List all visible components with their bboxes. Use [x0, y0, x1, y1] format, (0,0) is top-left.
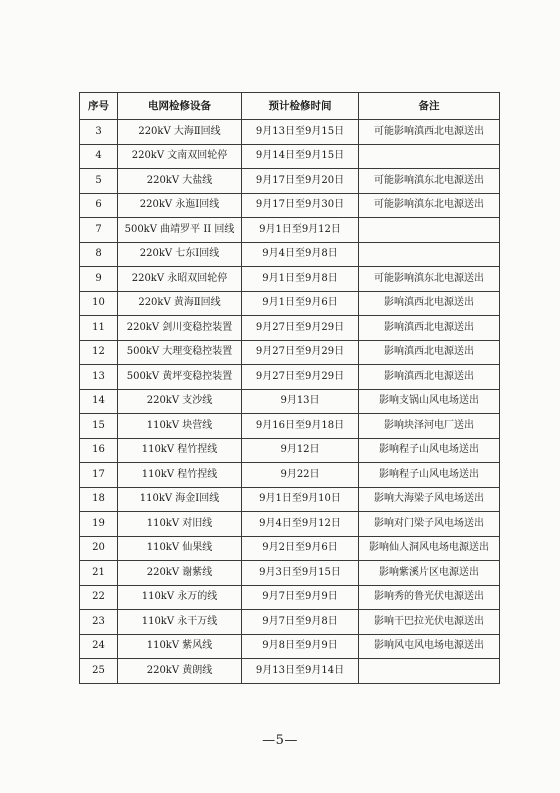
cell-remarks: 影响滇西北电源送出 [359, 340, 500, 365]
cell-planned-time: 9月7日至9月8日 [242, 610, 359, 635]
table-row [80, 389, 500, 414]
cell-remarks: 影响秀的鲁光伏电源送出 [359, 585, 500, 610]
cell-remarks: 影响紫溪片区电源送出 [359, 561, 500, 586]
cell-planned-time: 9月4日至9月8日 [242, 242, 359, 267]
cell-remarks: 可能影响滇东北电源送出 [359, 267, 500, 292]
cell-remarks: 影响对门梁子风电场送出 [359, 512, 500, 537]
cell-equipment: 220kV 永昭双回轮停 [118, 267, 242, 292]
cell-serial-number: 6 [80, 193, 118, 218]
cell-planned-time: 9月14日至9月15日 [242, 144, 359, 169]
cell-remarks: 影响大海梁子风电场送出 [359, 487, 500, 512]
table-row [80, 218, 500, 243]
cell-remarks: 影响支锅山风电场送出 [359, 389, 500, 414]
table-row [80, 512, 500, 537]
table-body [80, 120, 500, 684]
table-row [80, 659, 500, 684]
cell-planned-time: 9月4日至9月12日 [242, 512, 359, 537]
cell-planned-time: 9月1日至9月8日 [242, 267, 359, 292]
cell-serial-number: 18 [80, 487, 118, 512]
cell-equipment: 220kV 永迤Ⅰ回线 [118, 193, 242, 218]
header-serial-number: 序号 [80, 93, 118, 120]
table-row [80, 291, 500, 316]
cell-planned-time: 9月27日至9月29日 [242, 365, 359, 390]
cell-equipment: 110kV 永万的线 [118, 585, 242, 610]
cell-equipment: 220kV 文南双回轮停 [118, 144, 242, 169]
cell-equipment: 220kV 黄海Ⅱ回线 [118, 291, 242, 316]
cell-remarks: 影响程子山风电场送出 [359, 463, 500, 488]
table-row [80, 610, 500, 635]
cell-equipment: 110kV 永干万线 [118, 610, 242, 635]
cell-remarks: 影响滇西北电源送出 [359, 316, 500, 341]
cell-planned-time: 9月8日至9月9日 [242, 634, 359, 659]
cell-equipment: 220kV 支沙线 [118, 389, 242, 414]
table-row [80, 144, 500, 169]
cell-planned-time: 9月27日至9月29日 [242, 340, 359, 365]
cell-serial-number: 25 [80, 659, 118, 684]
cell-equipment: 500kV 曲靖罗平 II 回线 [118, 218, 242, 243]
table-header-row [80, 93, 500, 120]
table-row [80, 561, 500, 586]
cell-serial-number: 24 [80, 634, 118, 659]
cell-remarks [359, 659, 500, 684]
cell-serial-number: 17 [80, 463, 118, 488]
cell-remarks: 可能影响滇东北电源送出 [359, 169, 500, 194]
cell-remarks [359, 242, 500, 267]
cell-remarks [359, 218, 500, 243]
cell-serial-number: 14 [80, 389, 118, 414]
cell-serial-number: 8 [80, 242, 118, 267]
cell-serial-number: 23 [80, 610, 118, 635]
cell-equipment: 500kV 黄坪变稳控装置 [118, 365, 242, 390]
cell-remarks: 影响仙人洞风电场电源送出 [359, 536, 500, 561]
cell-serial-number: 15 [80, 414, 118, 439]
cell-remarks: 影响滇西北电源送出 [359, 291, 500, 316]
cell-equipment: 220kV 七东Ⅰ回线 [118, 242, 242, 267]
cell-planned-time: 9月1日至9月10日 [242, 487, 359, 512]
header-equipment: 电网检修设备 [118, 93, 242, 120]
cell-equipment: 220kV 黄朗线 [118, 659, 242, 684]
table-row [80, 463, 500, 488]
cell-serial-number: 5 [80, 169, 118, 194]
cell-equipment: 110kV 对旧线 [118, 512, 242, 537]
cell-remarks: 影响滇西北电源送出 [359, 365, 500, 390]
cell-serial-number: 3 [80, 120, 118, 145]
cell-equipment: 110kV 程竹捏线 [118, 463, 242, 488]
header-planned-time: 预计检修时间 [242, 93, 359, 120]
maintenance-table [79, 92, 500, 684]
table-row [80, 193, 500, 218]
cell-planned-time: 9月3日至9月15日 [242, 561, 359, 586]
cell-remarks: 可能影响滇西北电源送出 [359, 120, 500, 145]
table-row [80, 536, 500, 561]
cell-equipment: 220kV 大盐线 [118, 169, 242, 194]
table-row [80, 340, 500, 365]
cell-planned-time: 9月13日 [242, 389, 359, 414]
cell-equipment: 500kV 大理变稳控装置 [118, 340, 242, 365]
cell-planned-time: 9月13日至9月15日 [242, 120, 359, 145]
table-row [80, 585, 500, 610]
header-remarks: 备注 [359, 93, 500, 120]
cell-planned-time: 9月1日至9月6日 [242, 291, 359, 316]
cell-equipment: 110kV 仙果线 [118, 536, 242, 561]
cell-planned-time: 9月16日至9月18日 [242, 414, 359, 439]
cell-serial-number: 21 [80, 561, 118, 586]
table-row [80, 267, 500, 292]
table-row [80, 169, 500, 194]
cell-remarks: 影响程子山风电场送出 [359, 438, 500, 463]
cell-equipment: 110kV 紫风线 [118, 634, 242, 659]
cell-serial-number: 12 [80, 340, 118, 365]
cell-serial-number: 4 [80, 144, 118, 169]
cell-equipment: 220kV 大海Ⅱ回线 [118, 120, 242, 145]
table-row [80, 487, 500, 512]
cell-equipment: 110kV 海金Ⅰ回线 [118, 487, 242, 512]
cell-remarks: 影响风屯风电场电源送出 [359, 634, 500, 659]
cell-serial-number: 11 [80, 316, 118, 341]
cell-serial-number: 9 [80, 267, 118, 292]
table-row [80, 634, 500, 659]
table-row [80, 438, 500, 463]
cell-serial-number: 16 [80, 438, 118, 463]
cell-remarks: 影响干巴拉光伏电源送出 [359, 610, 500, 635]
cell-planned-time: 9月2日至9月6日 [242, 536, 359, 561]
table-row [80, 414, 500, 439]
cell-planned-time: 9月27日至9月29日 [242, 316, 359, 341]
table-row [80, 316, 500, 341]
cell-planned-time: 9月12日 [242, 438, 359, 463]
table-row [80, 120, 500, 145]
cell-serial-number: 22 [80, 585, 118, 610]
cell-serial-number: 20 [80, 536, 118, 561]
cell-planned-time: 9月17日至9月20日 [242, 169, 359, 194]
cell-serial-number: 7 [80, 218, 118, 243]
cell-remarks [359, 144, 500, 169]
cell-equipment: 110kV 程竹捏线 [118, 438, 242, 463]
cell-planned-time: 9月7日至9月9日 [242, 585, 359, 610]
table-row [80, 365, 500, 390]
cell-equipment: 110kV 块营线 [118, 414, 242, 439]
page-number: —5— [262, 733, 298, 748]
cell-equipment: 220kV 谢紫线 [118, 561, 242, 586]
cell-planned-time: 9月13日至9月14日 [242, 659, 359, 684]
cell-planned-time: 9月17日至9月30日 [242, 193, 359, 218]
cell-remarks: 影响块泽河电厂送出 [359, 414, 500, 439]
cell-remarks: 可能影响滇东北电源送出 [359, 193, 500, 218]
cell-serial-number: 13 [80, 365, 118, 390]
table-row [80, 242, 500, 267]
cell-equipment: 220kV 剑川变稳控装置 [118, 316, 242, 341]
cell-planned-time: 9月1日至9月12日 [242, 218, 359, 243]
cell-serial-number: 19 [80, 512, 118, 537]
cell-serial-number: 10 [80, 291, 118, 316]
cell-planned-time: 9月22日 [242, 463, 359, 488]
